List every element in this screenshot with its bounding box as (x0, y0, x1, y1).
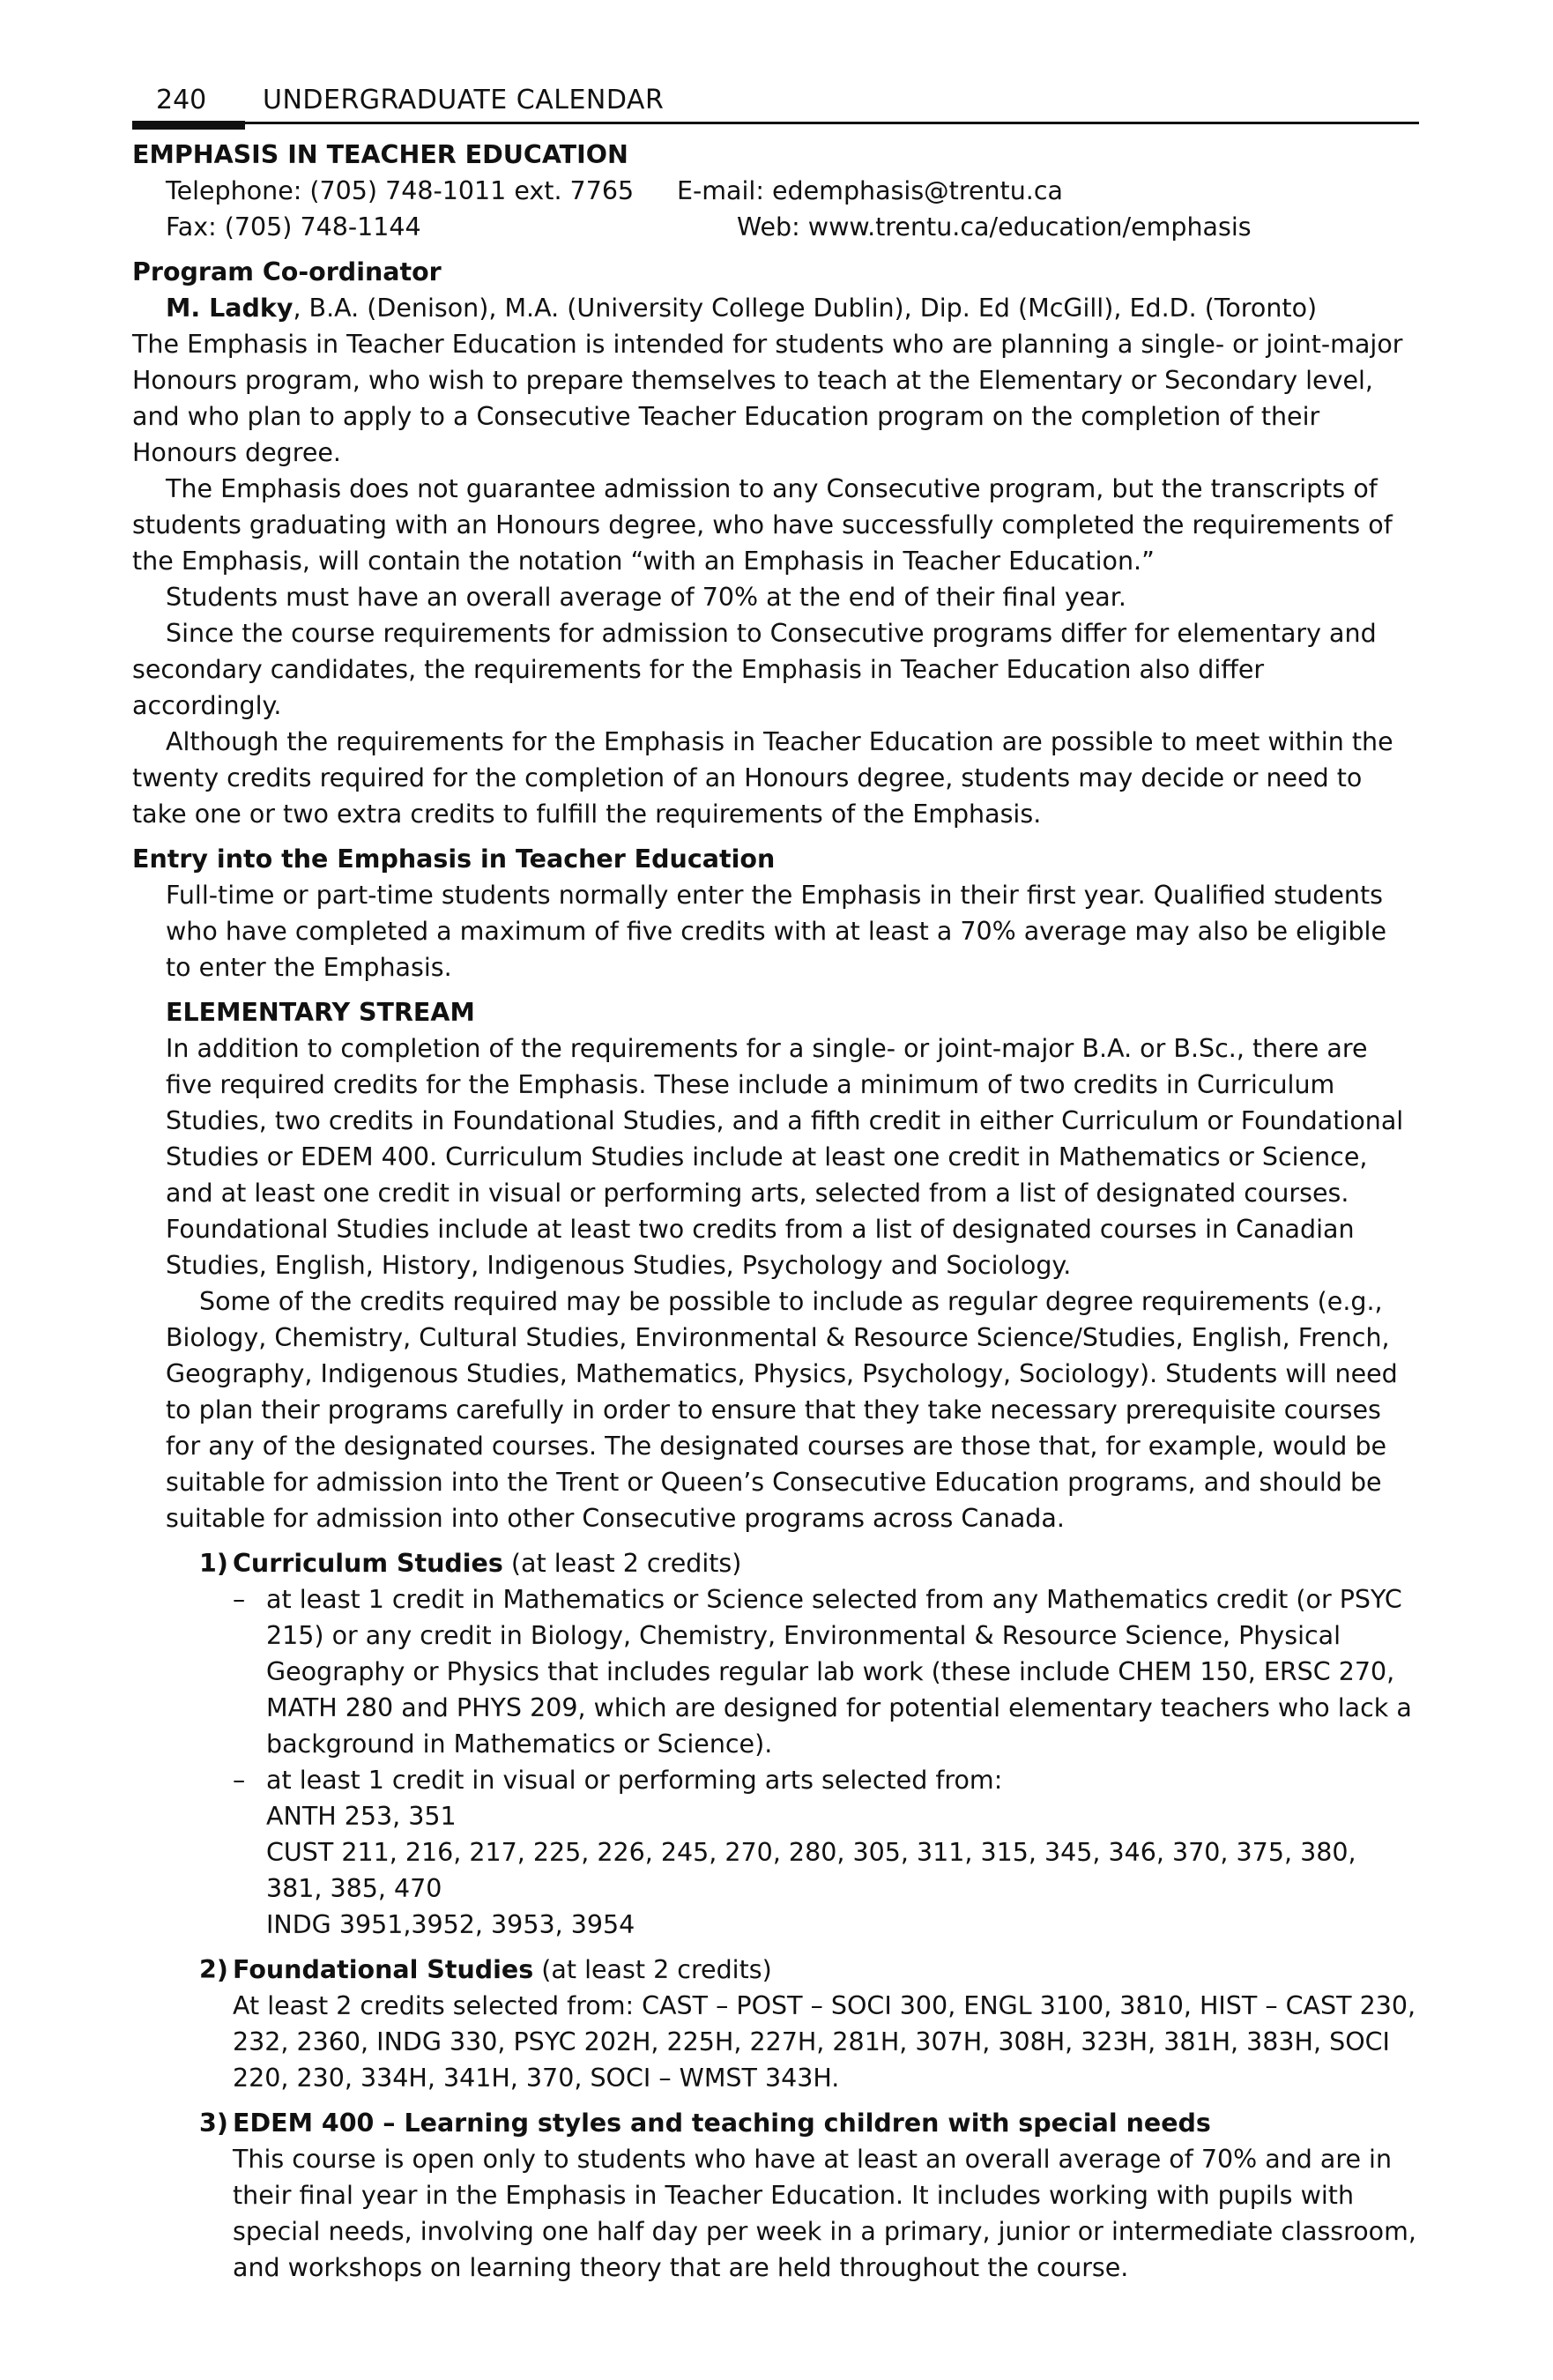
requirement-heading (199, 1545, 1419, 1581)
contact-row-1 (132, 173, 1419, 209)
list-item-text: at least 1 credit in Mathematics or Science selected from any Mathematics credit (or PSYC 215) or any credit in Biology, Chemistry, Environmental & Resource Science, Physical Geography or Physics that includes regular lab work (these include CHEM 150, ERSC 270, MATH 280 and PHYS 209, which are designed for potential elementary teachers who lack a background in Mathematics or Science). (266, 1585, 1412, 1759)
intro-paragraph-1: The Emphasis in Teacher Education is intended for students who are planning a single- or joint-major Honours program, who wish to prepare themselves to teach at the Elementary or Secondary level, and who plan to apply to a Consecutive Teacher Education program on the completion of their Honours degree. (132, 330, 1403, 467)
contact-row-2 (132, 209, 1419, 245)
requirement-number: 1) (199, 1549, 228, 1578)
calendar-page (132, 78, 1419, 2286)
requirement-suffix: (at least 2 credits) (533, 1955, 772, 1984)
requirement-body: At least 2 credits selected from: CAST – POST – SOCI 300, ENGL 3100, 3810, HIST – CAST 230, 232, 2360, INDG 330, PSYC 202H, 225H, 227H, 281H, 307H, 308H, 323H, 381H, 383H, SOCI 220, 230, 334H, 341H, 370, SOCI – WMST 343H. (233, 1991, 1416, 2093)
email: E-mail: edemphasis@trentu.ca (677, 176, 1063, 205)
list-item (199, 1581, 1419, 1762)
dash-bullet: – (233, 1585, 246, 1614)
cust-courses: CUST 211, 216, 217, 225, 226, 245, 270, 280, 305, 311, 315, 345, 346, 370, 375, 380, 381, 385, 470 (266, 1838, 1356, 1903)
running-header (132, 78, 1419, 126)
requirement-heading (199, 2105, 1419, 2141)
coordinator-heading: Program Co-ordinator (132, 257, 442, 286)
elementary-paragraph-1: In addition to completion of the requirements for a single- or joint-major B.A. or B.Sc., there are five required credits for the Emphasis. These include a minimum of two credits in Curriculum Studies, two credits in Foundational Studies, and a fifth credit in either Curriculum or Foundational Studies or EDEM 400. Curriculum Studies include at least one credit in Mathematics or Science, and at least one credit in visual or performing arts, selected from a list of designated courses. Foundational Studies include at least two credits from a list of designated courses in Canadian Studies, English, History, Indigenous Studies, Psychology and Sociology. (166, 1034, 1404, 1280)
telephone: Telephone: (705) 748-1011 ext. 7765 (166, 176, 635, 205)
running-title: UNDERGRADUATE CALENDAR (263, 85, 665, 115)
list-item (199, 1762, 1419, 1798)
requirement-number: 2) (199, 1955, 228, 1984)
coordinator-name: M. Ladky (166, 294, 294, 323)
requirements-list (132, 1545, 1419, 2286)
course-list (199, 1798, 1419, 1943)
intro-paragraph-2: The Emphasis does not guarantee admission to any Consecutive program, but the transcripts of students graduating with an Honours degree, who have successfully completed the requirements of the Emphasis, will contain the notation “with an Emphasis in Teacher Education.” (132, 474, 1393, 576)
fax: Fax: (705) 748-1144 (166, 212, 421, 242)
entry-block (132, 877, 1419, 1536)
requirement-number: 3) (199, 2109, 228, 2138)
requirement-edem-400 (199, 2105, 1419, 2286)
intro-paragraph-3: Students must have an overall average of 70% at the end of their final year. (166, 583, 1126, 612)
requirement-heading (199, 1952, 1419, 1988)
list-item-text: at least 1 credit in visual or performing arts selected from: (266, 1766, 1003, 1795)
elementary-paragraph-2: Some of the credits required may be possible to include as regular degree requirements (e.g., Biology, Chemistry, Cultural Studies, Environmental & Resource Science/Studies, English, French, Geography, Indigenous Studies, Mathematics, Physics, Psychology, Sociology). Students will need to plan their programs carefully in order to ensure that they take necessary prerequisite courses for any of the designated courses. The designated courses are those that, for example, would be suitable for admission into the Trent or Queen’s Consecutive Education programs, and should be suitable for admission into other Consecutive programs across Canada. (166, 1287, 1398, 1533)
coordinator-line (132, 290, 1419, 326)
requirement-suffix: (at least 2 credits) (502, 1549, 742, 1578)
web-address: Web: www.trentu.ca/education/emphasis (737, 212, 1252, 242)
indg-courses: INDG 3951,3952, 3953, 3954 (266, 1910, 635, 1939)
requirement-body: This course is open only to students who have at least an overall average of 70% and are in their final year in the Emphasis in Teacher Education. It includes working with pupils with special needs, involving one half day per week in a primary, junior or intermediate classroom, and workshops on learning theory that are held throughout the course. (233, 2145, 1416, 2282)
entry-heading: Entry into the Emphasis in Teacher Education (132, 844, 776, 874)
elementary-stream-heading: ELEMENTARY STREAM (166, 998, 475, 1027)
requirement-title: EDEM 400 – Learning styles and teaching children with special needs (233, 2109, 1211, 2138)
intro-paragraph-5: Although the requirements for the Emphasis in Teacher Education are possible to meet within the twenty credits required for the completion of an Honours degree, students may decide or need to take one or two extra credits to fulfill the requirements of the Emphasis. (132, 727, 1393, 829)
header-rule-tab (132, 121, 245, 130)
requirement-title: Foundational Studies (233, 1955, 534, 1984)
header-rule (132, 122, 1419, 124)
intro-paragraph-4: Since the course requirements for admission to Consecutive programs differ for elementary and secondary candidates, the requirements for the Emphasis in Teacher Education also differ accordingly. (132, 619, 1377, 720)
requirement-curriculum-studies (199, 1545, 1419, 1943)
dash-bullet: – (233, 1766, 246, 1795)
coordinator-credentials: , B.A. (Denison), M.A. (University College Dublin), Dip. Ed (McGill), Ed.D. (Toronto) (293, 294, 1318, 323)
requirement-foundational-studies (199, 1952, 1419, 2096)
entry-paragraph: Full-time or part-time students normally enter the Emphasis in their first year. Qualified students who have completed a maximum of five credits with at least a 70% average may also be eligible to enter the Emphasis. (166, 881, 1387, 982)
anth-courses: ANTH 253, 351 (266, 1802, 457, 1831)
requirement-title: Curriculum Studies (233, 1549, 503, 1578)
section-title: EMPHASIS IN TEACHER EDUCATION (132, 140, 628, 169)
page-number: 240 (156, 85, 207, 115)
